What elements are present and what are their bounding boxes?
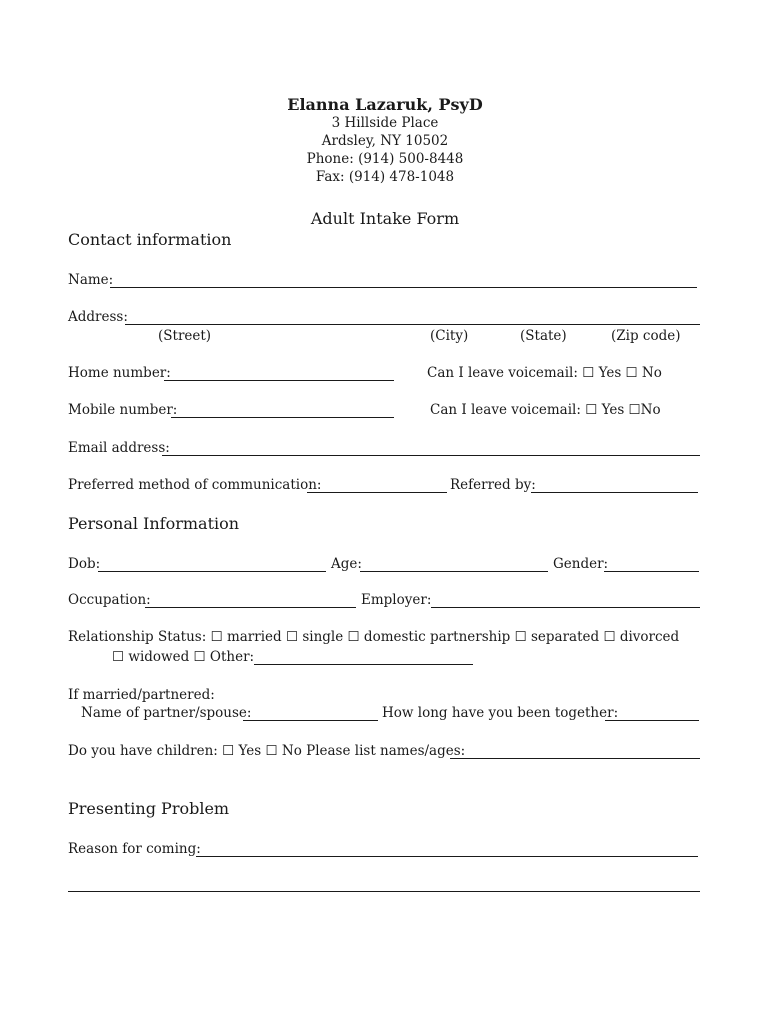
email-label: Email address: [68,440,170,456]
email-field[interactable] [162,455,700,456]
referred-by-field[interactable] [531,492,698,493]
zip-caption: (Zip code) [611,328,681,344]
personal-heading: Personal Information [68,514,240,533]
children-question[interactable]: Do you have children: ☐ Yes ☐ No Please list names/ages: [68,743,466,759]
home-voicemail-option[interactable]: Can I leave voicemail: ☐ Yes ☐ No [427,365,662,381]
address-field[interactable] [125,324,700,325]
reason-label: Reason for coming: [68,841,201,857]
employer-label: Employer: [361,592,432,608]
occupation-label: Occupation: [68,592,151,608]
fax-number: Fax: (914) 478-1048 [315,169,455,185]
city-caption: (City) [430,328,469,344]
mobile-voicemail-option[interactable]: Can I leave voicemail: ☐ Yes ☐No [430,402,661,418]
phone-number: Phone: (914) 500-8448 [306,151,464,167]
home-number-field[interactable] [164,380,394,381]
married-label: If married/partnered: [68,687,215,703]
provider-name: Elanna Lazaruk, PsyD [287,95,483,114]
street-caption: (Street) [158,328,212,344]
home-number-label: Home number: [68,365,171,381]
preferred-communication-label: Preferred method of communication: [68,477,322,493]
partner-name-field[interactable] [243,720,378,721]
contact-heading: Contact information [68,230,232,249]
state-caption: (State) [520,328,567,344]
name-label: Name: [68,272,114,288]
address-line-1: 3 Hillside Place [331,115,439,131]
name-field[interactable] [110,287,697,288]
mobile-number-field[interactable] [171,417,394,418]
children-names-field[interactable] [450,758,700,759]
gender-label: Gender: [553,556,609,572]
age-label: Age: [331,556,362,572]
together-duration-label: How long have you been together: [382,705,619,721]
preferred-communication-field[interactable] [307,492,447,493]
partner-name-label: Name of partner/spouse: [81,705,252,721]
relationship-other-field[interactable] [254,664,473,665]
address-label: Address: [68,309,128,325]
presenting-problem-heading: Presenting Problem [68,799,230,818]
relationship-status-other-options[interactable]: ☐ widowed ☐ Other: [112,649,255,665]
together-duration-field[interactable] [605,720,699,721]
dob-label: Dob: [68,556,101,572]
reason-field-continued[interactable] [68,891,700,892]
mobile-number-label: Mobile number: [68,402,178,418]
address-line-2: Ardsley, NY 10502 [321,133,449,149]
dob-field[interactable] [98,571,326,572]
gender-field[interactable] [604,571,699,572]
occupation-field[interactable] [145,607,356,608]
form-title: Adult Intake Form [310,209,460,228]
age-field[interactable] [360,571,548,572]
employer-field[interactable] [431,607,700,608]
relationship-status-options[interactable]: Relationship Status: ☐ married ☐ single ☐ domestic partnership ☐ separated ☐ divorced [68,629,680,645]
reason-field[interactable] [196,856,698,857]
referred-by-label: Referred by: [450,477,536,493]
